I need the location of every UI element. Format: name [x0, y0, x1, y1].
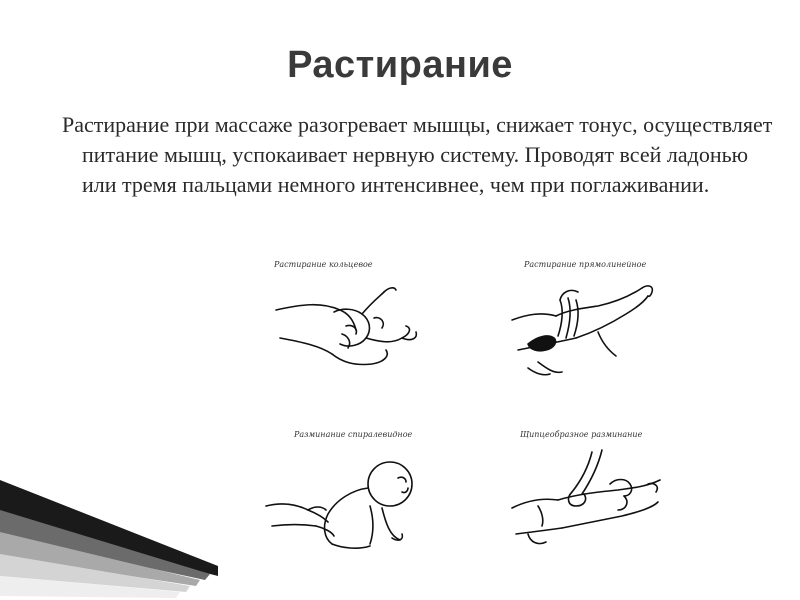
figure-top-right	[498, 258, 668, 383]
figure-caption: Растирание прямолинейное	[524, 260, 647, 269]
figure-bottom-right	[498, 428, 668, 558]
figure-bottom-left	[262, 428, 432, 558]
slide-paragraph: Растирание при массаже разогревает мышцы, снижает тонус, осуществляет питание мышц, успокаивает нервную систему. Проводят всей ладонью или тремя пальцами немного интенсивнее, чем при поглаживании.	[62, 112, 773, 197]
pinch-kneading-icon	[498, 428, 668, 558]
figure-caption: Щипцеобразное разминание	[520, 430, 643, 439]
figure-caption: Растирание кольцевое	[274, 260, 373, 269]
hand-massage-leg-icon	[262, 258, 432, 378]
figure-top-left	[262, 258, 432, 378]
hand-massage-arm-icon	[498, 258, 668, 383]
decorative-ribbon-icon	[0, 480, 230, 600]
figure-caption: Разминание спиралевидное	[294, 430, 413, 439]
slide-title: Растирание	[287, 44, 513, 86]
infant-back-massage-icon	[262, 428, 432, 558]
